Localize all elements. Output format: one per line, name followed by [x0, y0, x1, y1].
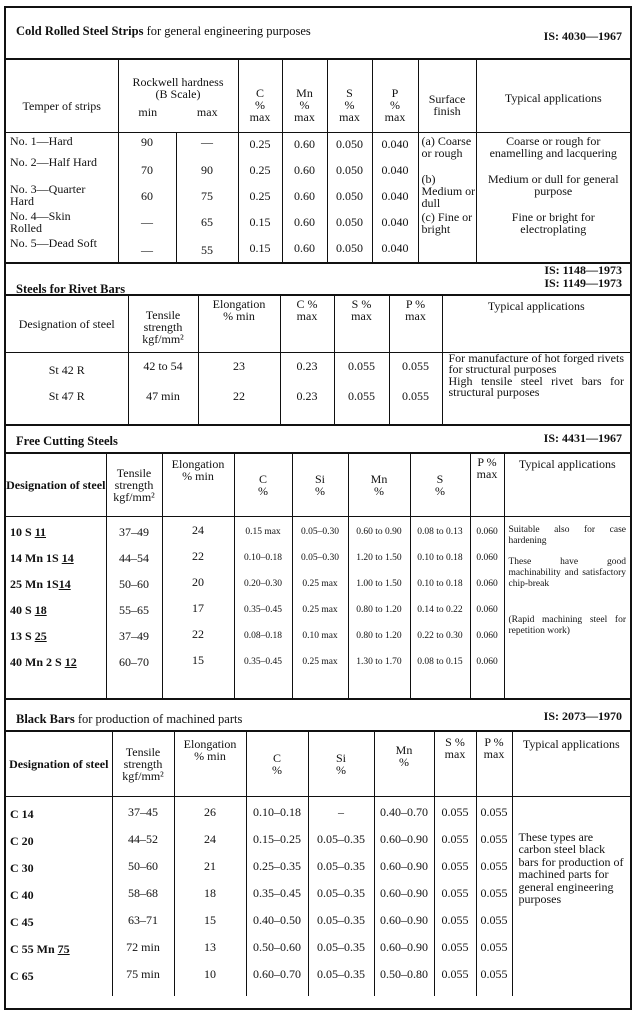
header-mn: Mn % — [374, 732, 434, 796]
table-row: C 40 — [10, 887, 34, 902]
col-designation — [6, 352, 128, 424]
col-si: – 0.05–0.35 0.05–0.35 0.05–0.35 0.05–0.35 0.05–0.35 0.05–0.35 — [308, 796, 374, 996]
col-min: 90 70 60 — — — [118, 132, 176, 263]
col-elongation: 26 24 21 18 15 13 10 — [174, 796, 246, 996]
header-si: Si % — [308, 732, 374, 796]
col-elongation: 23 22 — [198, 352, 280, 424]
table-free-cutting-steels — [6, 454, 630, 700]
col-p: 0.055 0.055 0.055 0.055 0.055 0.055 0.055 — [476, 796, 512, 996]
section-black-bars — [6, 700, 630, 1010]
header-p: P % max — [470, 454, 504, 516]
standard-number: IS: 2073—1970 — [543, 709, 622, 723]
col-apps: For manufacture of hot forged rivets for structural purposes High tensile steel rivet bars for structural purposes — [442, 352, 630, 424]
col-mn: 0.40–0.70 0.60–0.90 0.60–0.90 0.60–0.90 0.60–0.90 0.60–0.90 0.50–0.80 — [374, 796, 434, 996]
section-free-cutting-steels — [6, 426, 630, 704]
col-apps: These types are carbon steel black bars for production of machined parts for general engineering purposes — [512, 796, 630, 996]
table-row: 13 S 25 — [10, 628, 47, 643]
table-rivet-bars — [6, 296, 630, 424]
table-row: 40 Mn 2 S 12 — [10, 654, 77, 669]
col-si: 0.05–0.30 0.05–0.30 0.25 max 0.25 max 0.10 max 0.25 max — [292, 516, 348, 700]
col-p: 0.055 0.055 — [389, 352, 442, 424]
col-s: 0.08 to 0.13 0.10 to 0.18 0.10 to 0.18 0.14 to 0.22 0.22 to 0.30 0.08 to 0.15 — [410, 516, 470, 700]
table-row: 14 Mn 1S 14 — [10, 550, 74, 565]
standard-number: IS: 4030—1967 — [543, 29, 622, 43]
section-title: Steels for Rivet Bars — [16, 282, 126, 296]
header-p: P % max — [372, 60, 418, 132]
standards-page — [4, 6, 632, 1010]
col-p: 0.040 0.040 0.040 0.040 0.040 — [372, 132, 418, 263]
table-row: No. 5—Dead Soft — [10, 235, 97, 250]
standard-number: IS: 1148—1973 IS: 1149—1973 — [544, 263, 622, 290]
section-title: Black Bars for production of machined parts — [16, 712, 243, 726]
header-apps: Typical applications — [476, 60, 630, 132]
section-cold-rolled-strips — [6, 8, 630, 262]
col-apps: Suitable also for case hardening These have good machinability and satisfactory chip-break (Rapid machining steel for repetition work) — [504, 516, 630, 700]
header-c: C % — [246, 732, 308, 796]
header-mn: Mn % max — [282, 60, 327, 132]
col-designation — [6, 516, 106, 700]
header-c: C % max — [238, 60, 282, 132]
col-s: 0.050 0.050 0.050 0.050 0.050 — [327, 132, 372, 263]
table-row: St 42 R — [48, 362, 85, 377]
table-row: St 47 R — [48, 388, 85, 403]
col-tensile: 37–45 44–52 50–60 58–68 63–71 72 min 75 min — [112, 796, 174, 996]
header-tensile: Tensile strength kgf/mm² — [106, 454, 162, 516]
section-title: Cold Rolled Steel Strips for general engineering purposes — [16, 24, 311, 38]
header-si: Si % — [292, 454, 348, 516]
header-temper: Temper of strips — [6, 60, 118, 132]
col-max: — 90 75 65 55 — [176, 132, 238, 263]
col-s: 0.055 0.055 — [334, 352, 389, 424]
header-rockwell: Rockwell hardness (B Scale) min max — [118, 60, 238, 132]
col-c: 0.25 0.25 0.25 0.15 0.15 — [238, 132, 282, 263]
table-row: 25 Mn 1S14 — [10, 576, 71, 591]
col-c: 0.23 0.23 — [280, 352, 334, 424]
header-s: S % max — [334, 296, 389, 352]
table-row: No. 2—Half Hard — [10, 154, 97, 169]
header-c: C % max — [280, 296, 334, 352]
header-tensile: Tensile strength kgf/mm² — [112, 732, 174, 796]
header-p: P % max — [389, 296, 442, 352]
table-row: C 14 — [10, 806, 34, 821]
col-mn: 0.60 to 0.90 1.20 to 1.50 1.00 to 1.50 0.80 to 1.20 0.80 to 1.20 1.30 to 1.70 — [348, 516, 410, 700]
col-elongation: 24 22 20 17 22 15 — [162, 516, 234, 700]
header-s: S % max — [434, 732, 476, 796]
table-cold-rolled-strips — [6, 60, 630, 263]
table-row: No. 1—Hard — [10, 133, 73, 148]
table-row: C 65 — [10, 968, 34, 983]
col-surface: (a) Coarse or rough (b) Medium or dull (c) Fine or bright — [418, 132, 476, 263]
header-surface: Surface finish — [418, 60, 476, 132]
table-row: C 30 — [10, 860, 34, 875]
header-designation: Designation of steel — [6, 454, 106, 516]
col-mn: 0.60 0.60 0.60 0.60 0.60 — [282, 132, 327, 263]
header-designation: Designation of steel — [6, 296, 128, 352]
section-title: Free Cutting Steels — [16, 434, 118, 448]
header-tensile: Tensile strength kgf/mm² — [128, 296, 198, 352]
table-row: C 45 — [10, 914, 34, 929]
header-apps: Typical applications — [442, 296, 630, 352]
header-designation: Designation of steel — [6, 732, 112, 796]
header-s: S % max — [327, 60, 372, 132]
header-c: C % — [234, 454, 292, 516]
col-c: 0.15 max 0.10–0.18 0.20–0.30 0.35–0.45 0.08–0.18 0.35–0.45 — [234, 516, 292, 700]
table-row: C 55 Mn 75 — [10, 941, 70, 956]
col-c: 0.10–0.18 0.15–0.25 0.25–0.35 0.35–0.45 0.40–0.50 0.50–0.60 0.60–0.70 — [246, 796, 308, 996]
header-elongation: Elongation % min — [174, 732, 246, 796]
header-elongation: Elongation % min — [198, 296, 280, 352]
header-elongation: Elongation % min — [162, 454, 234, 516]
header-apps: Typical applications — [504, 454, 630, 516]
header-s: S % — [410, 454, 470, 516]
section-rivet-bars — [6, 264, 630, 430]
header-apps: Typical applications — [512, 732, 630, 796]
col-temper — [6, 132, 118, 263]
header-p: P % max — [476, 732, 512, 796]
col-apps: Coarse or rough for enamelling and lacquering Medium or dull for general purpose Fine or bright for electroplating — [476, 132, 630, 263]
col-p: 0.060 0.060 0.060 0.060 0.060 0.060 — [470, 516, 504, 700]
table-row: 10 S 11 — [10, 524, 47, 539]
header-mn: Mn % — [348, 454, 410, 516]
standard-number: IS: 4431—1967 — [543, 431, 622, 445]
table-row: C 20 — [10, 833, 34, 848]
table-black-bars — [6, 732, 630, 996]
table-row: 40 S 18 — [10, 602, 47, 617]
table-row: No. 4—Skin Rolled — [10, 208, 71, 235]
col-tensile: 42 to 54 47 min — [128, 352, 198, 424]
col-s: 0.055 0.055 0.055 0.055 0.055 0.055 0.055 — [434, 796, 476, 996]
col-tensile: 37–49 44–54 50–60 55–65 37–49 60–70 — [106, 516, 162, 700]
col-designation — [6, 796, 112, 996]
table-row: No. 3—Quarter Hard — [10, 181, 86, 208]
